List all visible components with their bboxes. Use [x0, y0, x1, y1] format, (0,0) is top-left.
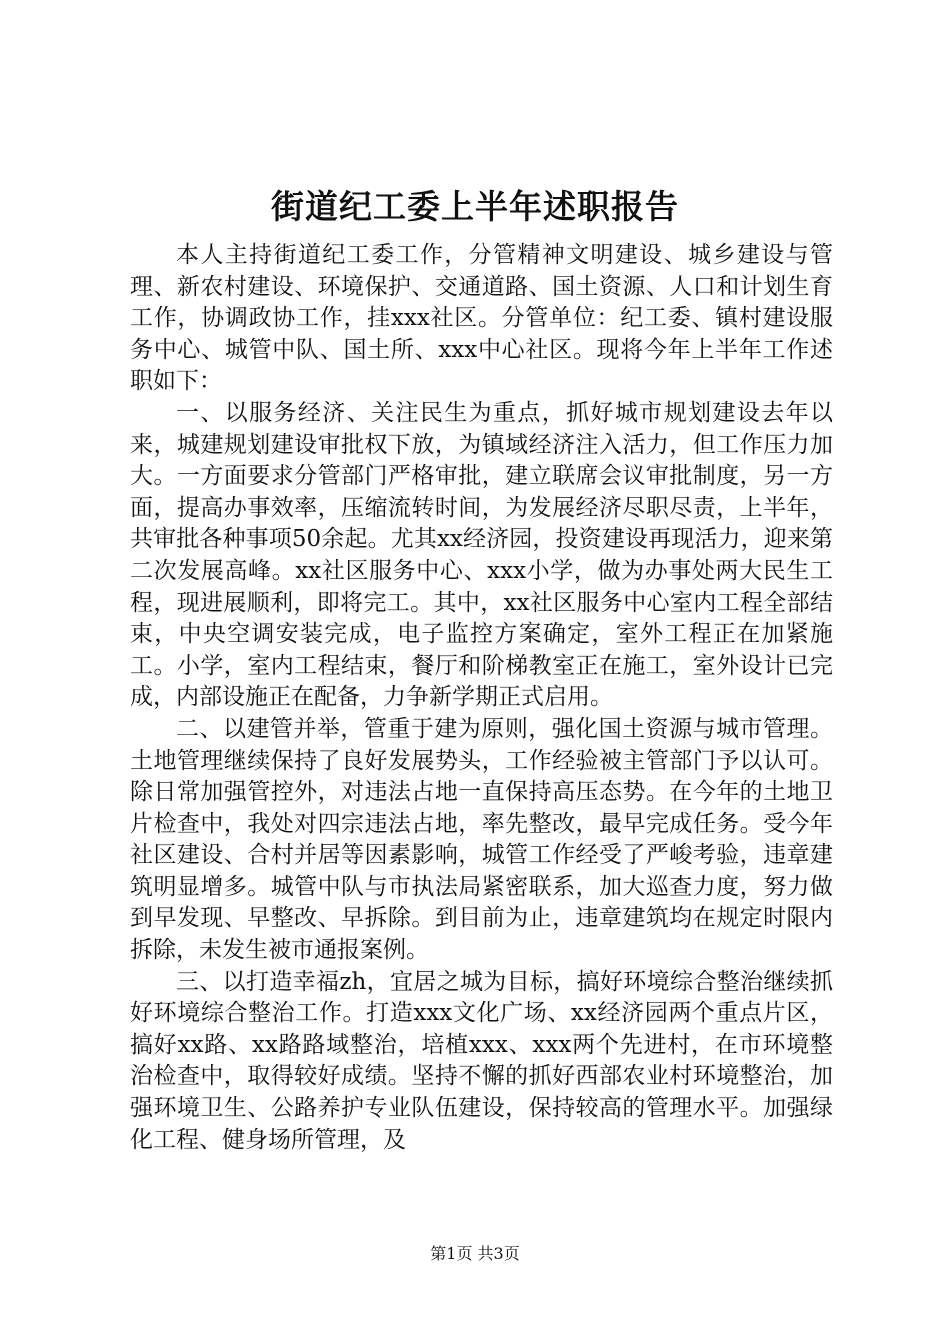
- document-title: 街道纪工委上半年述职报告: [271, 187, 679, 226]
- paragraph-section-2: 二、以建管并举，管重于建为原则，强化国土资源与城市管理。土地管理继续保持了良好发展势头，工作经验被主管部门予以认可。除日常加强管控外，对违法占地一直保持高压态势。在今年的土地卫片检查中，我处对四宗违法占地，率先整改，最早完成任务。受今年社区建设、合村并居等因素影响，城管工作经受了严峻考验，违章建筑明显增多。城管中队与市执法局紧密联系，加大巡查力度，努力做到早发现、早整改、早拆除。到目前为止，违章建筑均在规定时限内拆除，未发生被市通报案例。: [130, 715, 833, 964]
- paragraph-intro: 本人主持街道纪工委工作，分管精神文明建设、城乡建设与管理、新农村建设、环境保护、交通道路、国土资源、人口和计划生育工作，协调政协工作，挂xxx社区。分管单位：纪工委、镇村建设服务中心、城管中队、国土所、xxx中心社区。现将今年上半年工作述职如下：: [130, 242, 833, 395]
- page-footer: 第1页 共3页: [430, 1244, 520, 1263]
- paragraph-section-3: 三、以打造幸福zh，宜居之城为目标，搞好环境综合整治继续抓好环境综合整治工作。打造xxx文化广场、xx经济园两个重点片区，搞好xx路、xx路路域整治，培植xxx、xxx两个先进村，在市环境整治检查中，取得较好成绩。坚持不懈的抓好西部农业村环境整治，加强环境卫生、公路养护专业队伍建设，保持较高的管理水平。加强绿化工程、健身场所管理，及: [130, 968, 833, 1153]
- document-body: [130, 240, 833, 1156]
- paragraph-section-1: 一、以服务经济、关注民生为重点，抓好城市规划建设去年以来，城建规划建设审批权下放，为镇域经济注入活力，但工作压力加大。一方面要求分管部门严格审批，建立联席会议审批制度，另一方面，提高办事效率，压缩流转时间，为发展经济尽职尽责，上半年，共审批各种事项50余起。尤其xx经济园，投资建设再现活力，迎来第二次发展高峰。xx社区服务中心、xxx小学，做为办事处两大民生工程，现进展顺利，即将完工。其中，xx社区服务中心室内工程全部结束，中央空调安装完成，电子监控方案确定，室外工程正在加紧施工。小学，室内工程结束，餐厅和阶梯教室正在施工，室外设计已完成，内部设施正在配备，力争新学期正式启用。: [130, 399, 833, 711]
